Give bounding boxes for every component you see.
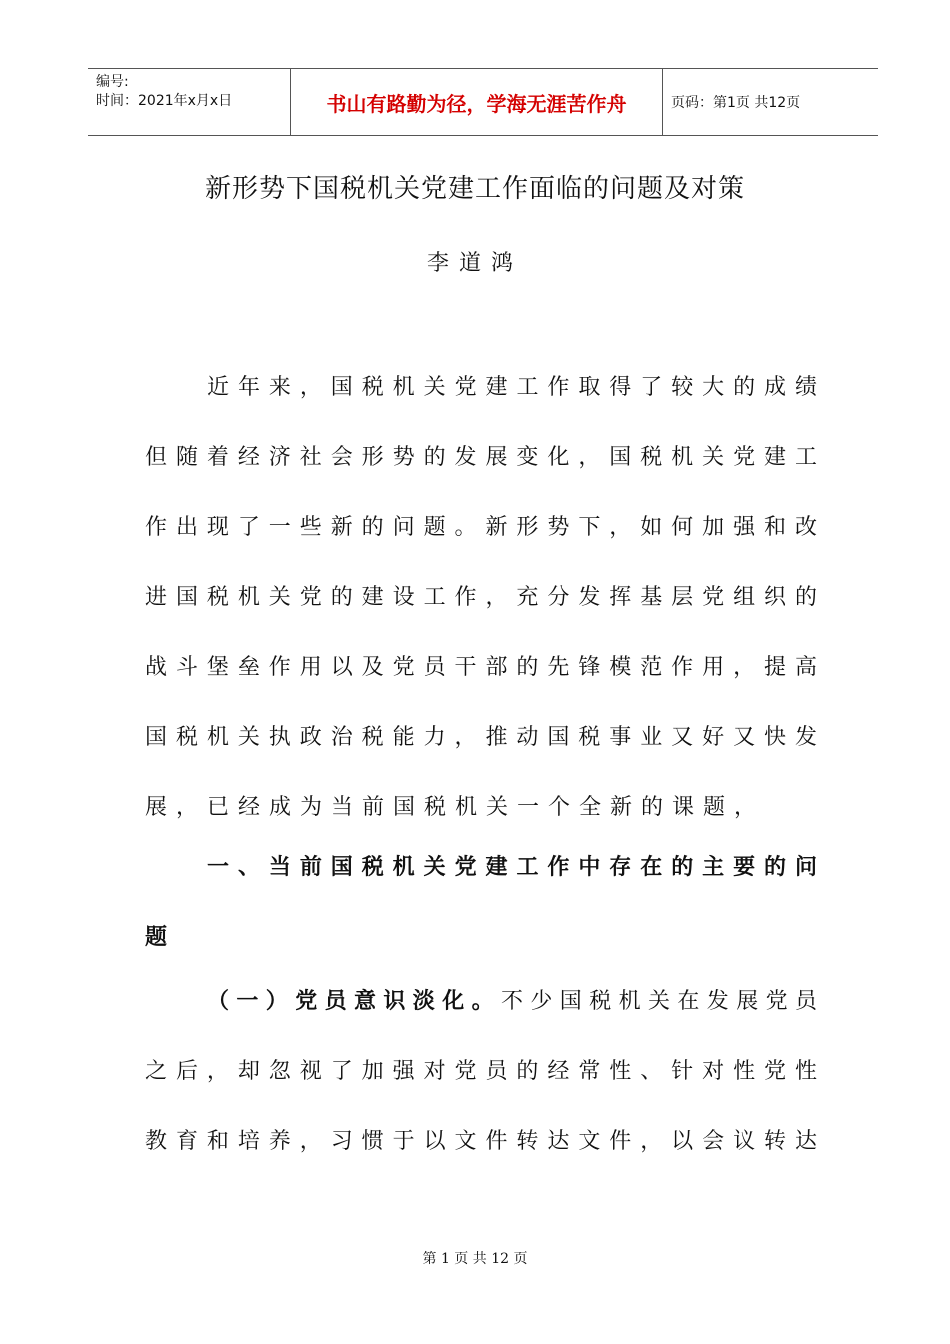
paragraph-line: 展，已经成为当前国税机关一个全新的课题， xyxy=(145,795,766,820)
document-title: 新形势下国税机关党建工作面临的问题及对策 xyxy=(204,174,745,204)
header-info xyxy=(88,69,290,135)
paragraph-line: 但随着经济社会形势的发展变化，国税机关党建工 xyxy=(145,445,817,470)
serial-label: 编号: xyxy=(96,74,129,90)
paragraph-line: 国税机关执政治税能力，推动国税事业又好又快发 xyxy=(145,725,817,750)
subsection-line xyxy=(145,984,817,1015)
document-header xyxy=(88,68,878,136)
header-motto: 书山有路勤为径，学海无涯苦作舟 xyxy=(290,69,663,135)
paragraph-line: 之后，却忽视了加强对党员的经常性、针对性党性 xyxy=(145,1059,817,1084)
subsection-lead: （一）党员意识淡化。 xyxy=(207,989,501,1014)
paragraph-line: 教育和培养，习惯于以文件转达文件，以会议转达 xyxy=(145,1129,817,1154)
page-footer: 第 1 页 共 12 页 xyxy=(422,1251,528,1267)
paragraph-line: 作出现了一些新的问题。新形势下，如何加强和改 xyxy=(145,515,817,540)
paragraph-line: 战斗堡垒作用以及党员干部的先锋模范作用，提高 xyxy=(145,655,817,680)
time-label: 时间：2021年x月x日 xyxy=(96,93,233,109)
header-page-label: 页码：第1页 共12页 xyxy=(671,95,801,111)
subsection-text: 不少国税机关在发展党员 xyxy=(501,989,817,1014)
author-name: 李道鸿 xyxy=(426,251,523,276)
paragraph-line: 近年来，国税机关党建工作取得了较大的成绩 xyxy=(207,375,817,400)
section-heading-line: 题 xyxy=(145,925,177,950)
paragraph-line: 进国税机关党的建设工作，充分发挥基层党组织的 xyxy=(145,585,817,610)
section-heading-line: 一、当前国税机关党建工作中存在的主要的问 xyxy=(207,855,817,880)
